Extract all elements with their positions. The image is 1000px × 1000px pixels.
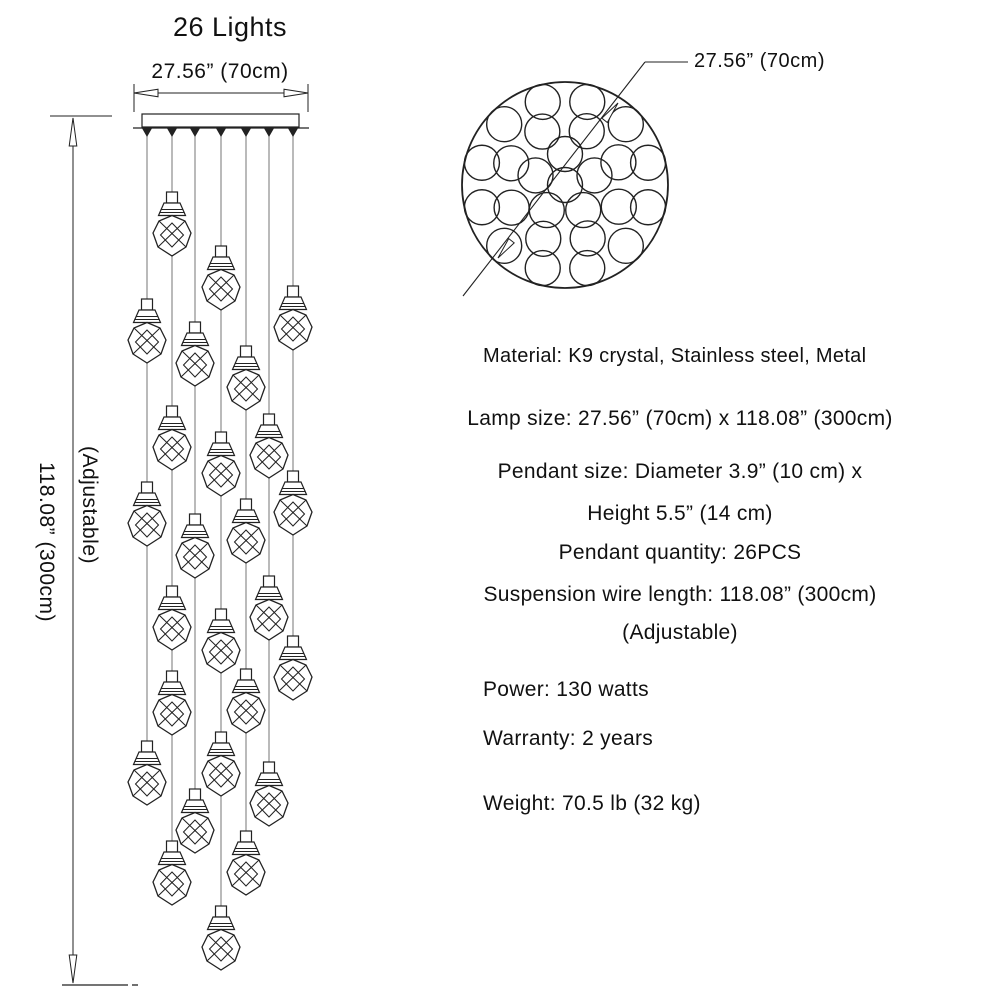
crystal-pendant (153, 192, 191, 256)
crystal-pendant (153, 586, 191, 650)
pendant-stem (216, 732, 227, 743)
crystal-pendant (153, 841, 191, 905)
crystal-pendant (128, 482, 166, 546)
spec-lamp-size: Lamp size: 27.56” (70cm) x 118.08” (300cm) (467, 407, 893, 430)
dim-arrow (284, 89, 308, 97)
pendant-body (176, 813, 214, 854)
wire-mount (289, 129, 297, 136)
pendant-stem (167, 841, 178, 852)
pendant-stem (190, 789, 201, 800)
pendant-stem (216, 246, 227, 257)
pendant-body (250, 600, 288, 641)
pendant-body (153, 610, 191, 651)
crystal-pendant (227, 831, 265, 895)
pendant-body (202, 756, 240, 797)
wire-mount (217, 129, 225, 136)
crystal-pendant (250, 576, 288, 640)
pendant-body (274, 495, 312, 536)
pendant-body (202, 930, 240, 971)
pendant-body (128, 323, 166, 364)
crystal-pendant (176, 789, 214, 853)
crystal-pendant (128, 741, 166, 805)
page-title: 26 Lights (172, 12, 288, 42)
crystal-pendant (176, 322, 214, 386)
pendant-stem (167, 406, 178, 417)
pendant-body (153, 216, 191, 257)
pendant-body (227, 693, 265, 734)
spec-suspension-adjustable: (Adjustable) (622, 621, 738, 644)
wire-mount (242, 129, 250, 136)
pendant-stem (241, 499, 252, 510)
pendant-stem (241, 831, 252, 842)
height-dimension-label: 118.08” (300cm) (35, 461, 58, 623)
crystal-pendant (227, 499, 265, 563)
crystal-pendant (202, 732, 240, 796)
crystal-pendant (250, 762, 288, 826)
pendant-body (274, 310, 312, 351)
pendant-stem (241, 669, 252, 680)
crystal-pendant (202, 246, 240, 310)
dim-arrow (69, 118, 77, 146)
crystal-pendant (274, 636, 312, 700)
pendant-stem (216, 609, 227, 620)
spec-pendant-size: Pendant size: Diameter 3.9” (10 cm) x (497, 460, 863, 483)
pendant-stem (142, 741, 153, 752)
crystal-pendant (128, 299, 166, 363)
pendant-body (176, 538, 214, 579)
crystal-pendant (176, 514, 214, 578)
wire-mount (143, 129, 151, 136)
crystal-pendant (202, 432, 240, 496)
spec-pendant-height: Height 5.5” (14 cm) (587, 502, 773, 525)
width-dimension-label: 27.56” (70cm) (151, 60, 289, 83)
pendant-body (227, 855, 265, 896)
spec-warranty: Warranty: 2 years (483, 727, 654, 750)
pendant-stem (142, 482, 153, 493)
pendant-stem (167, 671, 178, 682)
pendant-stem (264, 414, 275, 425)
pendant-stem (288, 286, 299, 297)
spec-power: Power: 130 watts (483, 678, 649, 701)
topview-pendant (487, 107, 522, 142)
pendant-body (250, 786, 288, 827)
pendant-body (153, 865, 191, 906)
pendant-body (274, 660, 312, 701)
crystal-pendant (250, 414, 288, 478)
pendant-stem (264, 576, 275, 587)
pendant-body (250, 438, 288, 479)
crystal-pendant (227, 346, 265, 410)
crystal-pendant (227, 669, 265, 733)
pendant-stem (288, 636, 299, 647)
pendant-stem (264, 762, 275, 773)
pendant-body (202, 633, 240, 674)
topview-pendant (548, 137, 583, 172)
pendant-body (227, 523, 265, 564)
crystal-pendant (202, 609, 240, 673)
pendant-stem (190, 322, 201, 333)
pendant-stem (288, 471, 299, 482)
pendant-stem (167, 192, 178, 203)
pendant-body (227, 370, 265, 411)
crystal-pendant (153, 406, 191, 470)
pendant-stem (216, 906, 227, 917)
pendant-stem (241, 346, 252, 357)
pendant-stem (167, 586, 178, 597)
ceiling-plate (142, 114, 299, 127)
spec-weight: Weight: 70.5 lb (32 kg) (483, 792, 701, 815)
pendant-body (128, 506, 166, 547)
crystal-pendant (153, 671, 191, 735)
topview-diameter-label: 27.56” (70cm) (694, 50, 825, 72)
pendant-body (176, 346, 214, 387)
dim-arrow (134, 89, 158, 97)
pendant-stem (216, 432, 227, 443)
crystal-pendant (202, 906, 240, 970)
wire-mount (191, 129, 199, 136)
spec-material: Material: K9 crystal, Stainless steel, Metal (483, 345, 867, 367)
crystal-pendant (274, 286, 312, 350)
dim-arrow (69, 955, 77, 983)
wire-mount (168, 129, 176, 136)
pendant-body (153, 430, 191, 471)
pendant-stem (190, 514, 201, 525)
height-adjustable-label: (Adjustable) (78, 445, 101, 565)
pendant-body (202, 270, 240, 311)
topview-pendant (608, 228, 643, 263)
pendant-body (153, 695, 191, 736)
pendant-stem (142, 299, 153, 310)
pendant-body (202, 456, 240, 497)
spec-suspension-wire-length: Suspension wire length: 118.08” (300cm) (483, 583, 877, 606)
spec-pendant-quantity: Pendant quantity: 26PCS (558, 541, 802, 564)
wire-mount (265, 129, 273, 136)
pendant-body (128, 765, 166, 806)
crystal-pendant (274, 471, 312, 535)
